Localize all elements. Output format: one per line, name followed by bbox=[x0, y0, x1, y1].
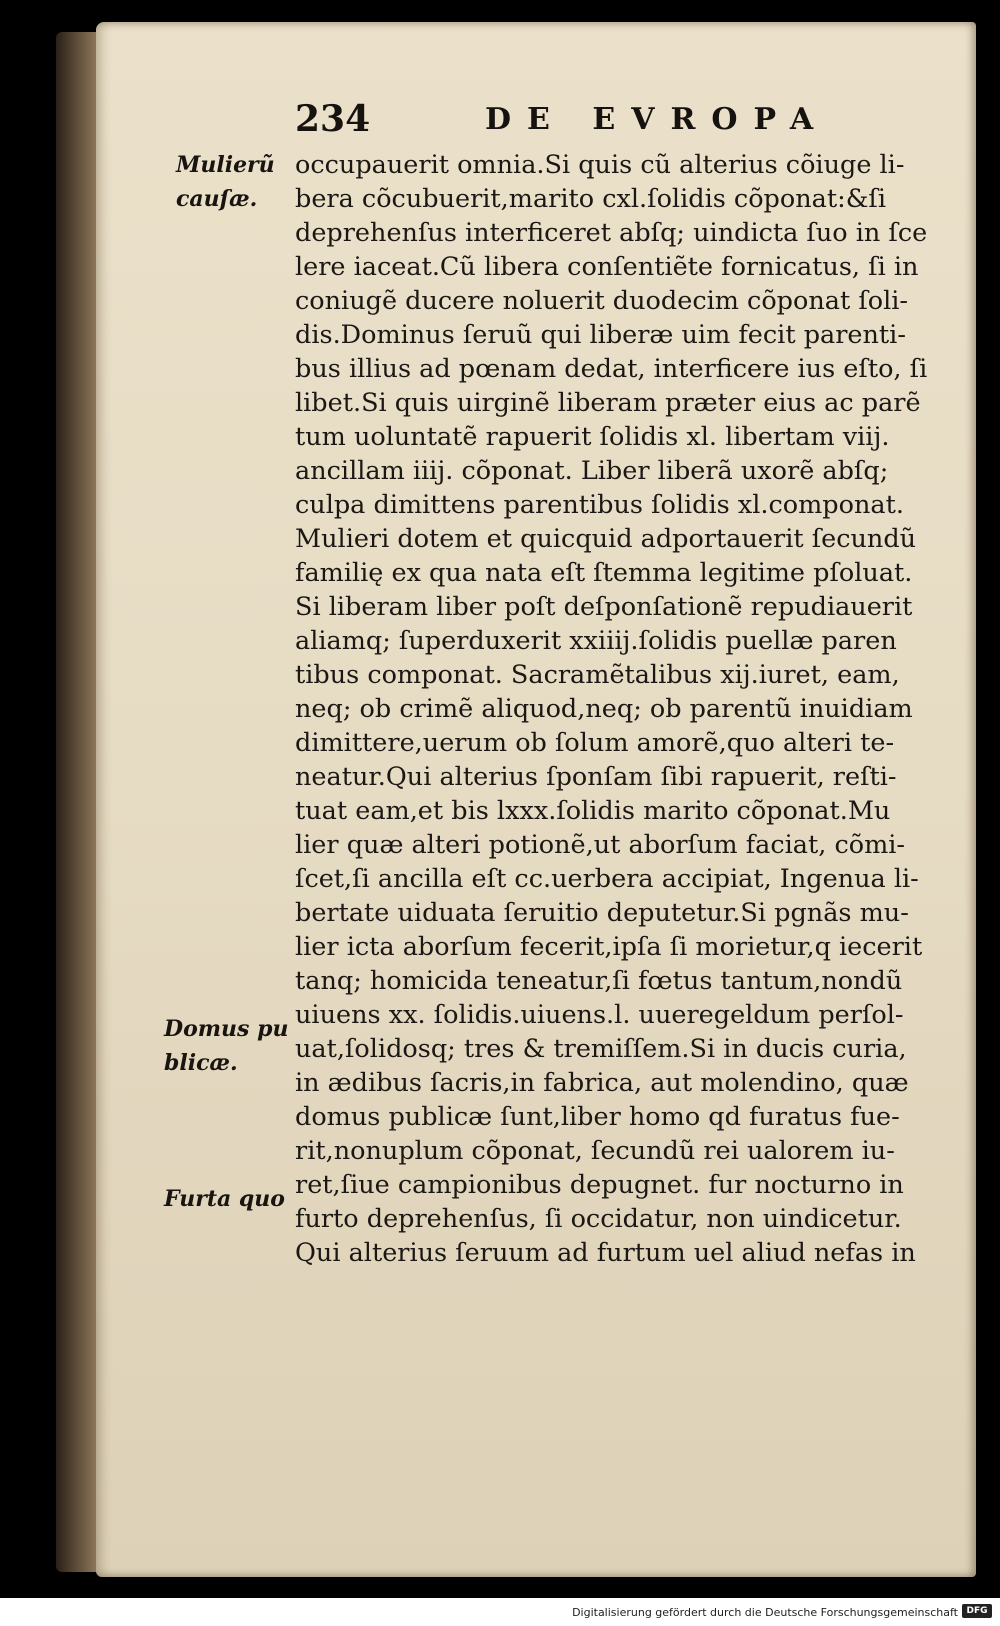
text-line: Mulieri dotem et quicquid adportauerit ſecundũ bbox=[295, 524, 917, 554]
text-line: lier quæ alteri potionẽ,ut aborſum faciat, cõmi- bbox=[295, 830, 906, 860]
margin-note-line: Furta quo bbox=[164, 1186, 285, 1212]
text-line: uiuens xx. ſolidis.uiuens.l. uueregeldum perſol- bbox=[295, 1000, 904, 1030]
funding-credit: Digitalisierung gefördert durch die Deutsche Forschungsgemeinschaft bbox=[572, 1606, 958, 1619]
text-line: in ædibus ſacris,in fabrica, aut molendino, quæ bbox=[295, 1068, 909, 1098]
text-line: bus illius ad pœnam dedat, interficere ius eſto, ſi bbox=[295, 354, 928, 384]
text-line: tuat eam,et bis lxxx.ſolidis marito cõponat.Mu bbox=[295, 796, 891, 826]
text-line: tum uoluntatẽ rapuerit ſolidis xl. libertam viij. bbox=[295, 422, 890, 452]
text-line: culpa dimittens parentibus ſolidis xl.componat. bbox=[295, 490, 904, 520]
text-line: ſcet,ſi ancilla eſt cc.uerbera accipiat, Ingenua li- bbox=[295, 864, 919, 894]
text-line: domus publicæ ſunt,liber homo qd furatus fue- bbox=[295, 1102, 900, 1132]
text-line: aliamq; ſuperduxerit xxiiij.ſolidis puellæ paren bbox=[295, 626, 897, 656]
text-line: neq; ob crimẽ aliquod,neq; ob parentũ inuidiam bbox=[295, 694, 913, 724]
text-line: ancillam iiij. cõponat. Liber liberã uxorẽ abſq; bbox=[295, 456, 889, 486]
text-line: tibus componat. Sacramẽtalibus xij.iuret, eam, bbox=[295, 660, 900, 690]
text-line: occupauerit omnia.Si quis cũ alterius cõiuge li- bbox=[295, 150, 905, 180]
text-line: Qui alterius ſeruum ad furtum uel aliud nefas in bbox=[295, 1238, 916, 1268]
text-line: familię ex qua nata eſt ſtemma legitime pſoluat. bbox=[295, 558, 913, 588]
margin-note-domus bbox=[164, 1012, 294, 1080]
text-line: furto deprehenſus, ſi occidatur, non uindicetur. bbox=[295, 1204, 902, 1234]
text-line: lier icta aborſum fecerit,ipſa ſi morietur,q iecerit bbox=[295, 932, 923, 962]
text-line: tanq; homicida teneatur,ſi fœtus tantum,nondũ bbox=[295, 966, 903, 996]
page-number: 234 bbox=[295, 98, 371, 140]
text-line: coniugẽ ducere noluerit duodecim cõponat ſoli- bbox=[295, 286, 909, 316]
dfg-logo: DFG bbox=[962, 1604, 992, 1618]
text-line: lere iaceat.Cũ libera conſentiẽte fornicatus, ſi in bbox=[295, 252, 919, 282]
running-title: DE EVROPA bbox=[485, 102, 830, 137]
text-line: deprehenſus interficeret abſq; uindicta ſuo in ſce bbox=[295, 218, 928, 248]
text-line: libet.Si quis uirginẽ liberam præter eius ac parẽ bbox=[295, 388, 921, 418]
margin-note-line: cauſæ. bbox=[176, 186, 258, 212]
page-header bbox=[295, 98, 855, 142]
text-line: Si liberam liber poſt deſponſationẽ repudiauerit bbox=[295, 592, 913, 622]
margin-note-line: blicæ. bbox=[164, 1050, 238, 1076]
text-line: ret,ſiue campionibus depugnet. fur nocturno in bbox=[295, 1170, 904, 1200]
margin-note-mulierum bbox=[176, 148, 306, 216]
text-line: uat,ſolidosq; tres & tremiſſem.Si in ducis curia, bbox=[295, 1034, 907, 1064]
text-line: neatur.Qui alterius ſponſam ſibi rapuerit, reſti- bbox=[295, 762, 897, 792]
text-line: rit,nonuplum cõponat, ſecundũ rei ualorem iu- bbox=[295, 1136, 895, 1166]
body-text bbox=[295, 148, 970, 1270]
text-line: dis.Dominus ſeruũ qui liberæ uim fecit parenti- bbox=[295, 320, 906, 350]
text-line: dimittere,uerum ob ſolum amorẽ,quo alteri te- bbox=[295, 728, 895, 758]
margin-note-line: Mulierũ bbox=[176, 152, 275, 178]
text-line: bera cõcubuerit,marito cxl.ſolidis cõponat:&ſi bbox=[295, 184, 886, 214]
margin-note-furta bbox=[164, 1182, 294, 1216]
margin-note-line: Domus pu bbox=[164, 1016, 289, 1042]
text-line: bertate uiduata ſeruitio deputetur.Si pgnãs mu- bbox=[295, 898, 909, 928]
footer-bar bbox=[0, 1598, 1000, 1626]
